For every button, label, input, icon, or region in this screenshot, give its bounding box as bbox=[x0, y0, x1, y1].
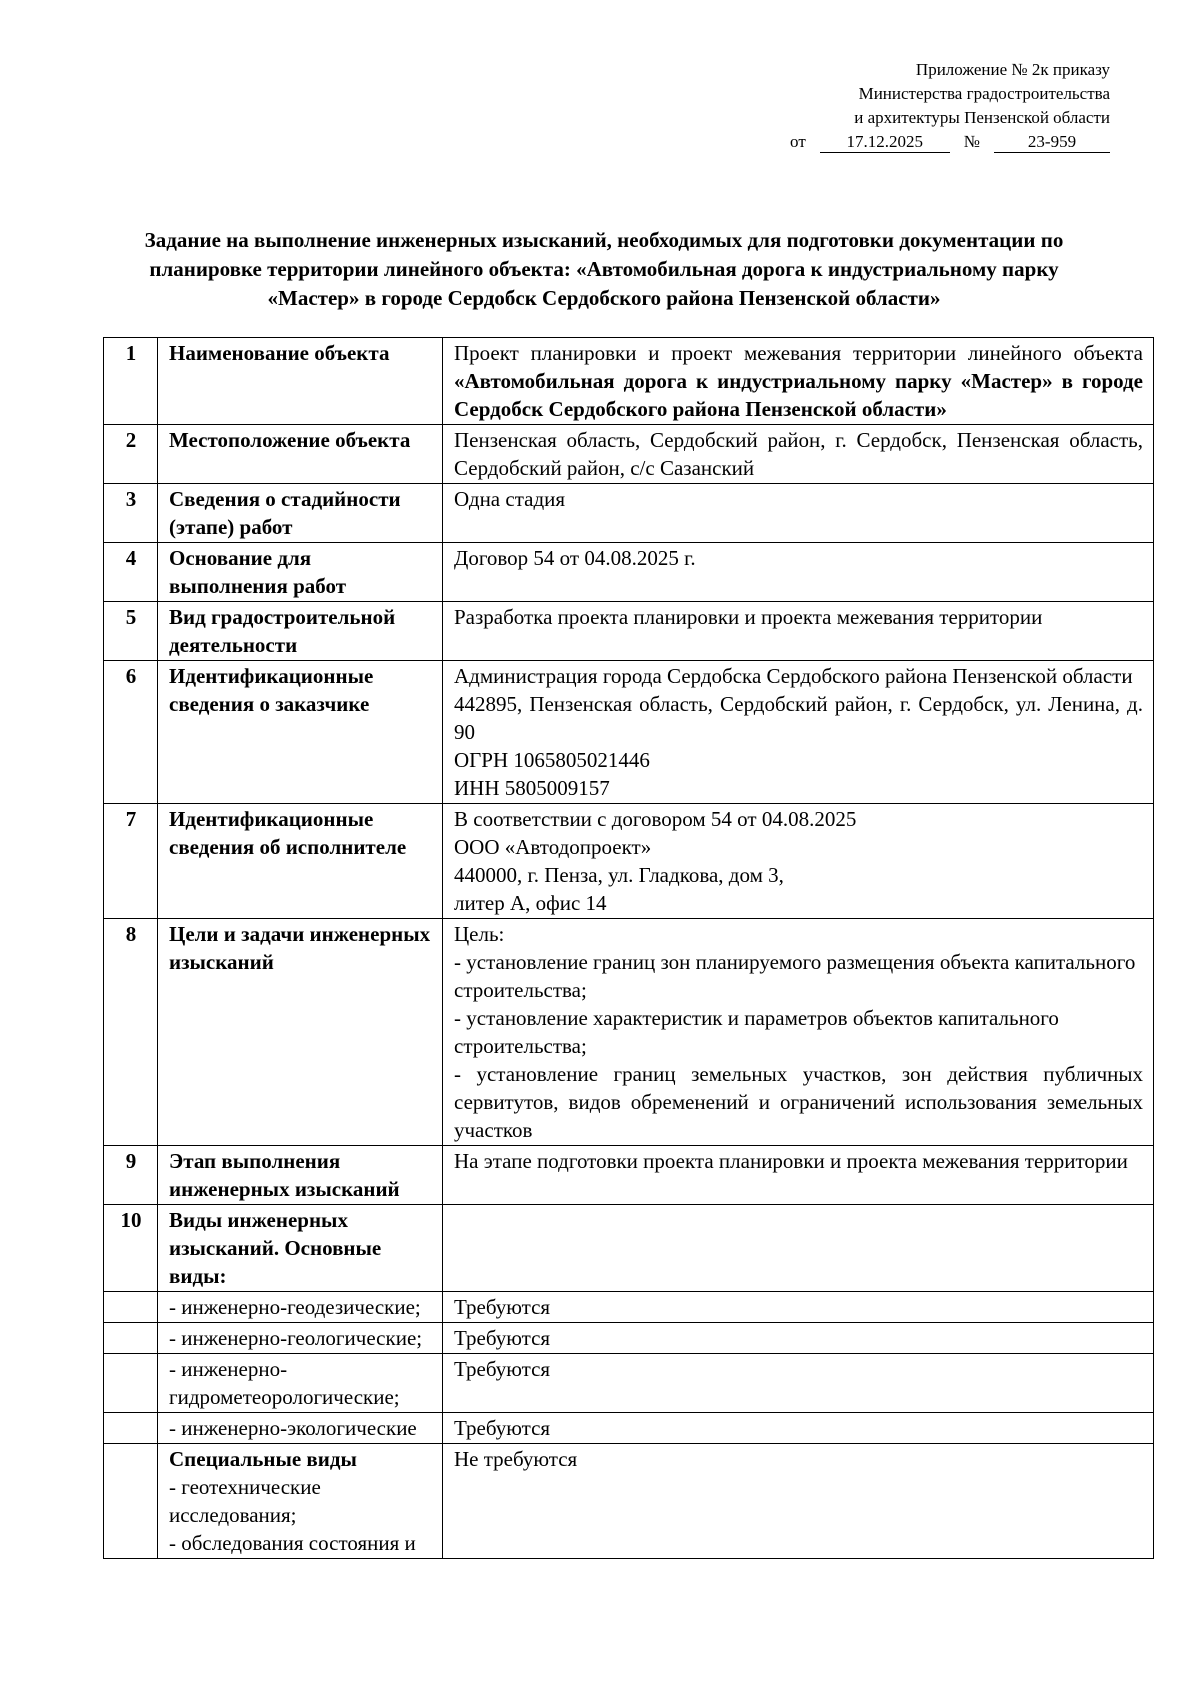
survey-type-label: - инженерно-геодезические; bbox=[158, 1292, 443, 1323]
row-value bbox=[443, 338, 1154, 425]
goal-item: - установление характеристик и параметров объектов капитального строительства; bbox=[454, 1006, 1059, 1058]
table-row bbox=[104, 1205, 1154, 1292]
survey-type-value: Требуются bbox=[443, 1323, 1154, 1354]
survey-type-value: Требуются bbox=[443, 1354, 1154, 1413]
approval-line-2: Министерства градостроительства bbox=[858, 84, 1110, 103]
approval-date-line bbox=[790, 130, 1110, 154]
row-label: Этап выполнения инженерных изысканий bbox=[158, 1146, 443, 1205]
row-value bbox=[443, 919, 1154, 1146]
contractor-address: 440000, г. Пенза, ул. Гладкова, дом 3, bbox=[454, 863, 784, 887]
survey-type-label: - инженерно-экологические bbox=[158, 1413, 443, 1444]
table-row bbox=[104, 1292, 1154, 1323]
row-number: 10 bbox=[104, 1205, 158, 1292]
row-number bbox=[104, 1444, 158, 1559]
row-value bbox=[443, 1205, 1154, 1292]
survey-type-label: - инженерно-гидрометеорологические; bbox=[158, 1354, 443, 1413]
row-value: Договор 54 от 04.08.2025 г. bbox=[443, 543, 1154, 602]
row-value bbox=[443, 661, 1154, 804]
customer-inn: ИНН 5805009157 bbox=[454, 776, 610, 800]
goal-heading: Цель: bbox=[454, 922, 505, 946]
special-types-heading: Специальные виды bbox=[169, 1447, 357, 1471]
number-prefix: № bbox=[963, 132, 980, 151]
table-row bbox=[104, 919, 1154, 1146]
goal-item: - установление границ земельных участков, зон действия публичных сервитутов, видов обременений и ограничений использования земельных участков bbox=[454, 1062, 1143, 1142]
row-number: 7 bbox=[104, 804, 158, 919]
approval-date: 17.12.2025 bbox=[820, 132, 950, 153]
table-row bbox=[104, 1413, 1154, 1444]
table-row bbox=[104, 338, 1154, 425]
row-number: 6 bbox=[104, 661, 158, 804]
survey-type-value: Требуются bbox=[443, 1292, 1154, 1323]
row-value: Разработка проекта планировки и проекта межевания территории bbox=[443, 602, 1154, 661]
contractor-office: литер А, офис 14 bbox=[454, 891, 607, 915]
row-label: Идентификационные сведения о заказчике bbox=[158, 661, 443, 804]
row-number: 8 bbox=[104, 919, 158, 1146]
contractor-name: ООО «Автодопроект» bbox=[454, 835, 652, 859]
survey-type-label: - инженерно-геологические; bbox=[158, 1323, 443, 1354]
special-type-item: - обследования состояния и bbox=[169, 1531, 416, 1555]
approval-line-3: и архитектуры Пензенской области bbox=[854, 108, 1110, 127]
approval-number: 23-959 bbox=[994, 132, 1110, 153]
row-label: Идентификационные сведения об исполнителе bbox=[158, 804, 443, 919]
object-name: «Автомобильная дорога к индустриальному парку «Мастер» в городе Сердобск Сердобского района Пензенской области» bbox=[454, 369, 1143, 421]
document-title: Задание на выполнение инженерных изысканий, необходимых для подготовки документации по планировке территории линейного объекта: «Автомобильная дорога к индустриальному парку «Мастер» в городе Сердобск Сердобского района Пензенской области» bbox=[144, 228, 1064, 310]
row-value bbox=[443, 804, 1154, 919]
row-label: Вид градостроительной деятельности bbox=[158, 602, 443, 661]
row-number bbox=[104, 1323, 158, 1354]
approval-line-1: Приложение № 2к приказу bbox=[915, 60, 1110, 79]
customer-ogrn: ОГРН 1065805021446 bbox=[454, 748, 650, 772]
special-type-item: - геотехнические исследования; bbox=[169, 1475, 321, 1527]
customer-name: Администрация города Сердобска Сердобского района Пензенской области bbox=[454, 664, 1133, 688]
row-number: 9 bbox=[104, 1146, 158, 1205]
approval-block bbox=[790, 58, 1110, 154]
requirements-table bbox=[103, 337, 1154, 1559]
table-row bbox=[104, 1146, 1154, 1205]
customer-address: 442895, Пензенская область, Сердобский район, г. Сердобск, ул. Ленина, д. 90 bbox=[454, 692, 1143, 744]
row-number bbox=[104, 1413, 158, 1444]
table-row bbox=[104, 425, 1154, 484]
row-number: 3 bbox=[104, 484, 158, 543]
date-prefix: от bbox=[790, 132, 806, 151]
special-types-cell bbox=[158, 1444, 443, 1559]
row-label: Местоположение объекта bbox=[158, 425, 443, 484]
row-label: Основание для выполнения работ bbox=[158, 543, 443, 602]
table-row bbox=[104, 1323, 1154, 1354]
table-row bbox=[104, 804, 1154, 919]
row-label: Сведения о стадийности (этапе) работ bbox=[158, 484, 443, 543]
row-number bbox=[104, 1354, 158, 1413]
table-row bbox=[104, 602, 1154, 661]
table-row bbox=[104, 1354, 1154, 1413]
row-label: Виды инженерных изысканий. Основные виды: bbox=[158, 1205, 443, 1292]
object-name-prefix: Проект планировки и проект межевания территории линейного объекта bbox=[454, 341, 1143, 365]
table-row bbox=[104, 543, 1154, 602]
table-row bbox=[104, 1444, 1154, 1559]
row-number: 1 bbox=[104, 338, 158, 425]
row-label: Наименование объекта bbox=[158, 338, 443, 425]
table-row bbox=[104, 661, 1154, 804]
goal-item: - установление границ зон планируемого размещения объекта капитального строительства; bbox=[454, 950, 1136, 1002]
row-number: 5 bbox=[104, 602, 158, 661]
row-value: На этапе подготовки проекта планировки и проекта межевания территории bbox=[443, 1146, 1154, 1205]
row-number: 2 bbox=[104, 425, 158, 484]
row-number bbox=[104, 1292, 158, 1323]
contractor-basis: В соответствии с договором 54 от 04.08.2025 bbox=[454, 807, 857, 831]
special-types-value: Не требуются bbox=[443, 1444, 1154, 1559]
row-label: Цели и задачи инженерных изысканий bbox=[158, 919, 443, 1146]
row-value: Одна стадия bbox=[443, 484, 1154, 543]
row-number: 4 bbox=[104, 543, 158, 602]
survey-type-value: Требуются bbox=[443, 1413, 1154, 1444]
table-row bbox=[104, 484, 1154, 543]
row-value: Пензенская область, Сердобский район, г. Сердобск, Пензенская область, Сердобский район, с/с Сазанский bbox=[443, 425, 1154, 484]
